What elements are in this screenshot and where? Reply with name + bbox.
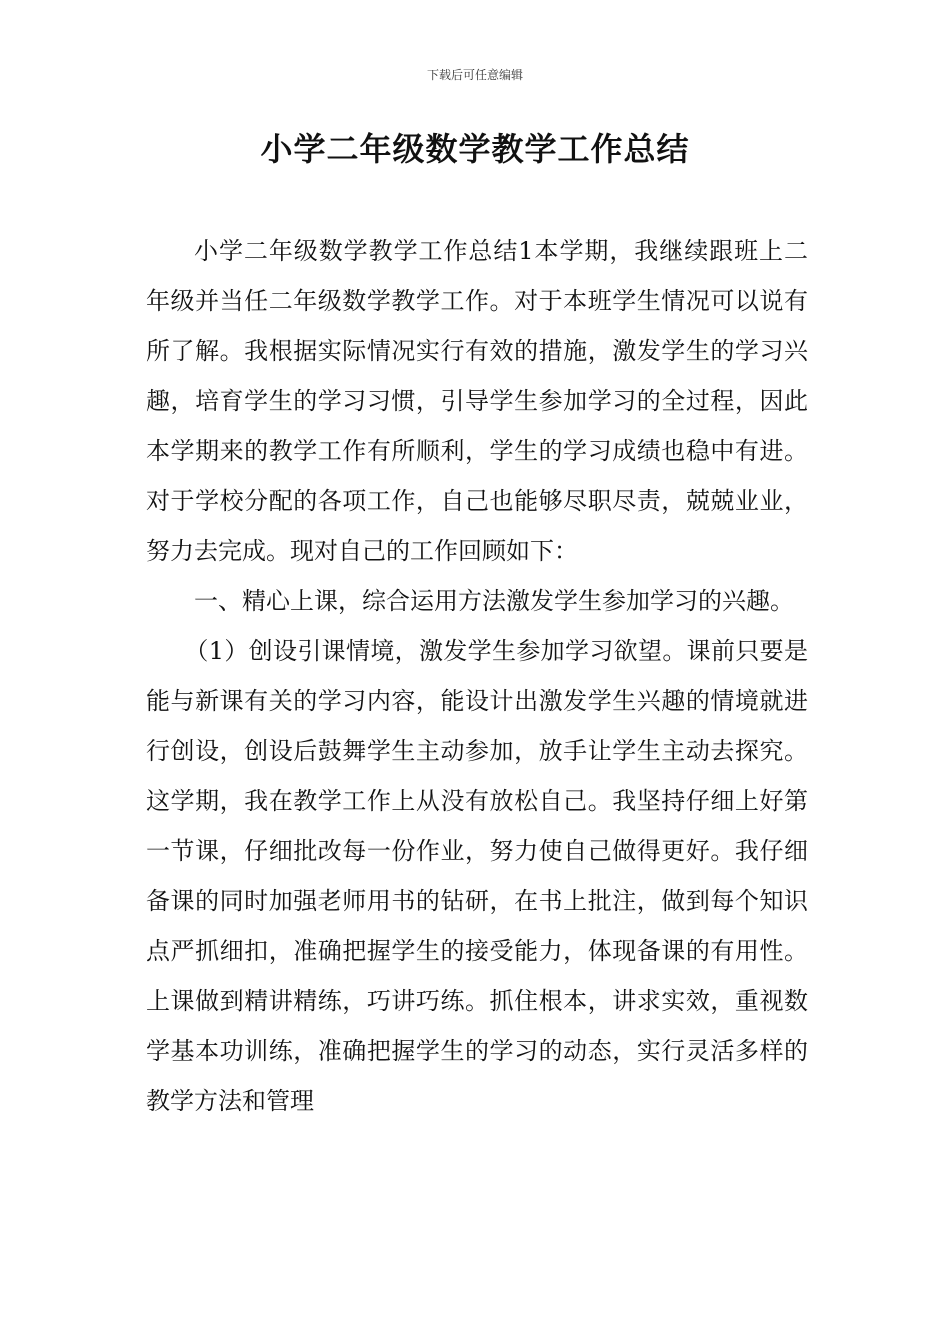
paragraph-section-heading: 一、精心上课，综合运用方法激发学生参加学习的兴趣。	[194, 587, 794, 615]
document-body	[146, 226, 808, 1126]
document-title: 小学二年级数学教学工作总结	[260, 130, 690, 168]
paragraph-intro: 小学二年级数学教学工作总结1本学期，我继续跟班上二年级并当任二年级数学教学工作。对于本班学生情况可以说有所了解。我根据实际情况实行有效的措施，激发学生的学习兴趣，培育学生的学习习惯，引导学生参加学习的全过程，因此本学期来的教学工作有所顺利，学生的学习成绩也稳中有进。对于学校分配的各项工作，自己也能够尽职尽责，兢兢业业，努力去完成。现对自己的工作回顾如下：	[146, 237, 808, 565]
header-note: 下载后可任意编辑	[426, 68, 523, 82]
paragraph-subsection: （1）创设引课情境，激发学生参加学习欲望。课前只要是能与新课有关的学习内容，能设计出激发学生兴趣的情境就进行创设，创设后鼓舞学生主动参加，放手让学生主动去探究。这学期，我在教学工作上从没有放松自己。我坚持仔细上好第一节课，仔细批改每一份作业，努力使自己做得更好。我仔细备课的同时加强老师用书的钻研，在书上批注，做到每个知识点严抓细扣，准确把握学生的接受能力，体现备课的有用性。上课做到精讲精练，巧讲巧练。抓住根本，讲求实效，重视数学基本功训练，准确把握学生的学习的动态，实行灵活多样的教学方法和管理	[146, 637, 808, 1115]
